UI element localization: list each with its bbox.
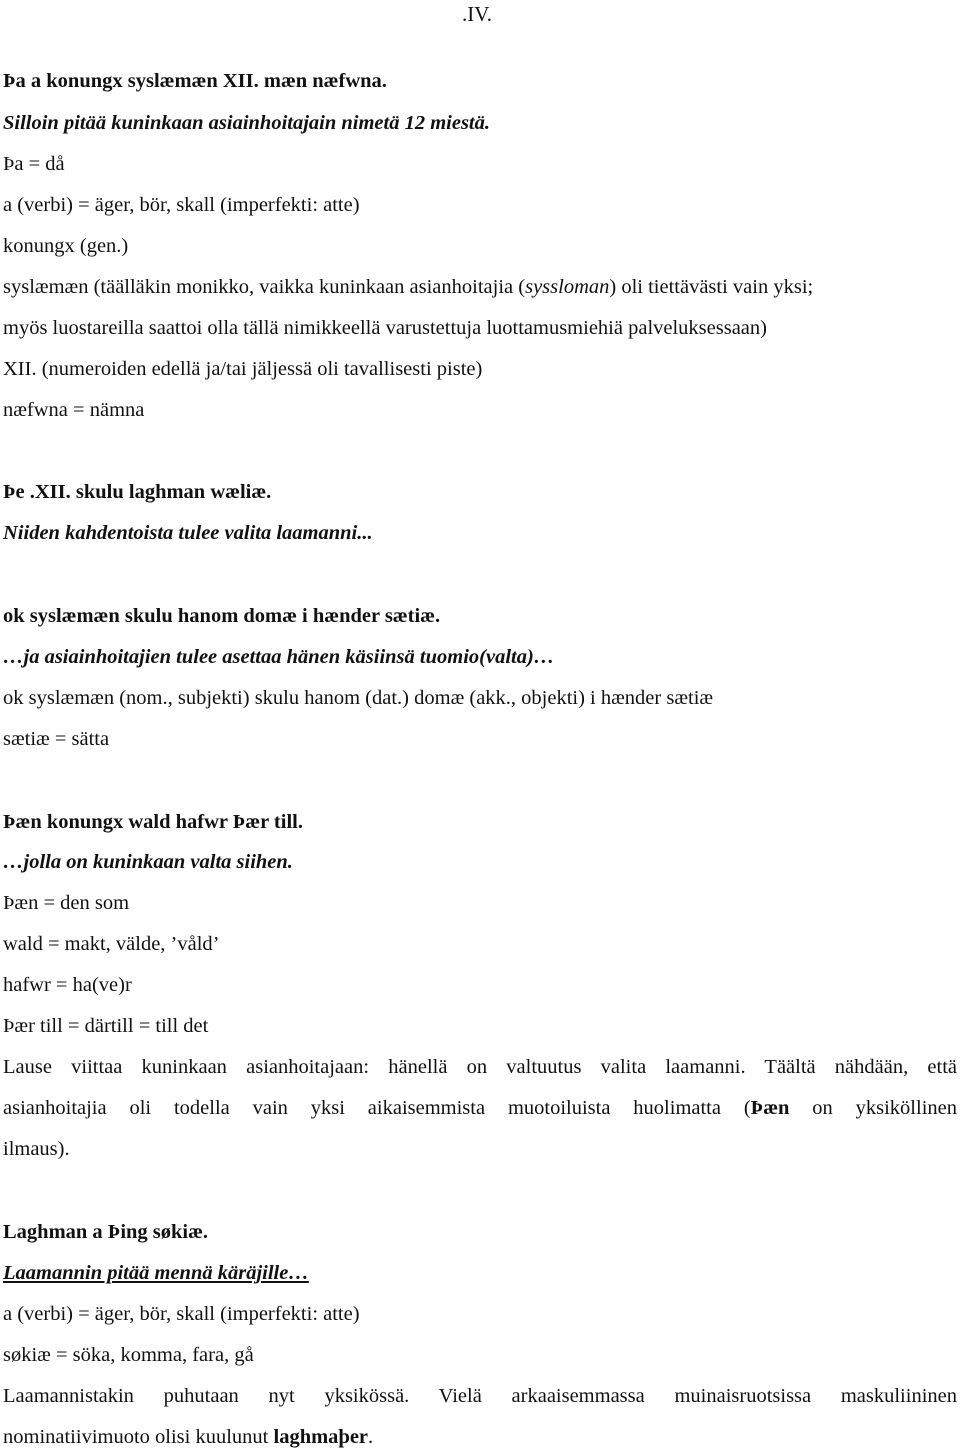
section-4-translation: …jolla on kuninkaan valta siihen. [3,851,293,873]
section-4-heading: Þæn konungx wald hafwr Þær till. [3,811,303,833]
section-5-heading: Laghman a Þing søkiæ. [3,1221,209,1243]
gloss-line: XII. (numeroiden edellä ja/tai jäljessä oli tavallisesti piste) [3,358,483,380]
commentary-line: Laamannistakin puhutaan nyt yksikössä. Vielä arkaaisemmassa muinaisruotsissa maskuliininen [3,1385,957,1407]
commentary-term-bold: Þæn [750,1097,790,1119]
commentary-text: asianhoitajia oli todella vain yksi aikaisemmista muotoiluista huolimatta ( [3,1097,751,1119]
section-2-translation: Niiden kahdentoista tulee valita laamanni... [3,522,373,544]
commentary-term-bold: laghmaþer [273,1426,369,1448]
gloss-line: a (verbi) = äger, bör, skall (imperfekti: atte) [3,1303,360,1325]
section-3-translation: …ja asiainhoitajien tulee asettaa hänen käsiinsä tuomio(valta)… [3,646,555,668]
gloss-line: Þa = då [3,153,65,175]
gloss-line: Þær till = därtill = till det [3,1015,209,1037]
commentary-text: nominatiivimuoto olisi kuulunut [3,1426,274,1448]
gloss-line: konungx (gen.) [3,235,129,257]
gloss-line: Þæn = den som [3,892,130,914]
gloss-line: a (verbi) = äger, bör, skall (imperfekti: atte) [3,194,360,216]
gloss-line: næfwna = nämna [3,399,145,421]
section-2-heading: Þe .XII. skulu laghman wæliæ. [3,481,272,503]
gloss-line: ok syslæmæn (nom., subjekti) skulu hanom (dat.) domæ (akk., objekti) i hænder sætiæ [3,687,714,709]
section-1-heading: Þa a konungx syslæmæn XII. mæn næfwna. [3,70,387,92]
commentary-line [3,1426,373,1449]
commentary-line [3,1097,957,1120]
commentary-line: ilmaus). [3,1138,70,1160]
section-3-heading: ok syslæmæn skulu hanom domæ i hænder sætiæ. [3,605,441,627]
gloss-line: hafwr = ha(ve)r [3,974,132,996]
section-1-translation: Silloin pitää kuninkaan asiainhoitajain nimetä 12 miestä. [3,112,491,134]
gloss-line: sætiæ = sätta [3,728,110,750]
gloss-line [3,276,813,299]
commentary-text: . [368,1426,374,1448]
gloss-term-italic: syssloman [525,276,610,298]
gloss-line: søkiæ = söka, komma, fara, gå [3,1344,254,1366]
page-number: .IV. [462,2,492,26]
gloss-text: ) oli tiettävästi vain yksi; [609,276,814,298]
gloss-text: syslæmæn (täälläkin monikko, vaikka kuninkaan asianhoitajia ( [3,276,526,298]
gloss-line: myös luostareilla saattoi olla tällä nimikkeellä varustettuja luottamusmiehiä palveluksessaan) [3,317,767,339]
gloss-line: wald = makt, välde, ’våld’ [3,933,220,955]
commentary-text: on yksiköllinen [789,1097,957,1119]
section-5-translation: Laamannin pitää mennä käräjille… [3,1262,309,1284]
commentary-line: Lause viittaa kuninkaan asianhoitajaan: hänellä on valtuutus valita laamanni. Täältä nähdään, että [3,1056,957,1078]
